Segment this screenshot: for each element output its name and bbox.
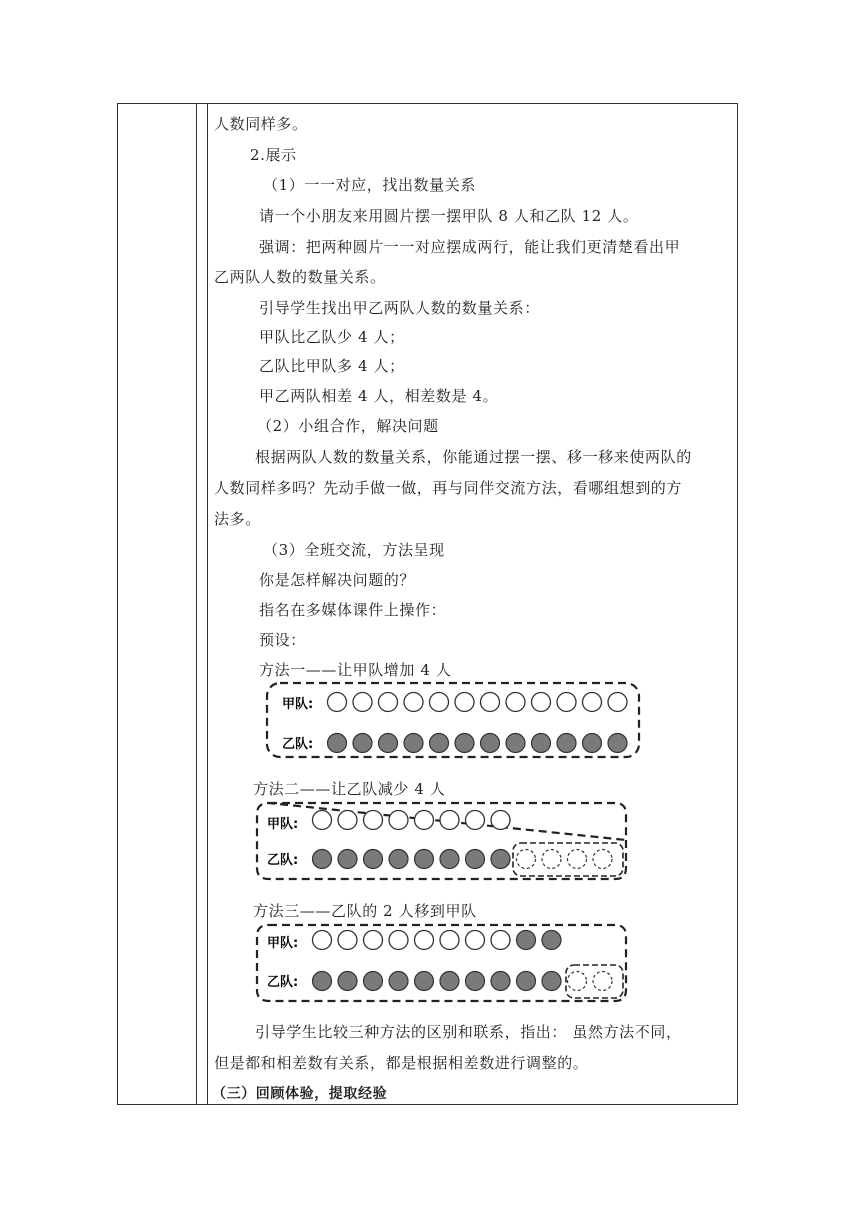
filled-circle: [517, 931, 536, 950]
label-jia: 甲队:: [267, 817, 299, 832]
open-circle: [338, 931, 357, 950]
filled-circle: [440, 850, 459, 869]
text-line: 预设：: [259, 631, 306, 649]
filled-circle: [328, 734, 347, 753]
open-circle: [313, 931, 332, 950]
open-circle: [379, 693, 398, 712]
filled-circle: [440, 972, 459, 991]
text-line: 但是都和相差数有关系，都是根据相差数进行调整的。: [214, 1054, 589, 1072]
label-yi: 乙队:: [267, 975, 299, 990]
text-line: 人数同样多吗？先动手做一做，再与同伴交流方法，看哪组想到的方: [214, 479, 683, 497]
text-line: 甲队比乙队少 4 人；: [259, 328, 405, 346]
column-divider-1: [196, 103, 197, 1105]
filled-circle: [430, 734, 449, 753]
label-yi: 乙队:: [282, 737, 314, 752]
text-line: 强调：把两种圆片一一对应摆成两行，能让我们更清楚看出甲: [259, 238, 681, 256]
row-jia: [313, 811, 511, 830]
label-jia: 甲队:: [282, 697, 314, 712]
open-circle: [415, 811, 434, 830]
open-circle: [364, 931, 383, 950]
row-yi: [328, 734, 628, 753]
filled-circle: [506, 734, 525, 753]
filled-circle: [491, 972, 510, 991]
filled-circle: [466, 850, 485, 869]
text-line: 法多。: [214, 510, 261, 528]
label-yi: 乙队:: [267, 853, 299, 868]
open-circle: [440, 931, 459, 950]
method-2-diagram: [253, 800, 631, 882]
open-circle: [338, 811, 357, 830]
open-circle: [389, 811, 408, 830]
row-jia: [313, 931, 562, 950]
open-circle: [440, 811, 459, 830]
method-title: 方法三——乙队的 2 人移到甲队: [253, 902, 477, 920]
open-circle: [430, 693, 449, 712]
method-title: 方法一——让甲队增加 4 人: [259, 661, 452, 679]
text-line: 引导学生比较三种方法的区别和联系，指出： 虽然方法不同，: [255, 1023, 682, 1041]
open-circle: [481, 693, 500, 712]
removed-circle: [593, 850, 612, 869]
text-line: 根据两队人数的数量关系，你能通过摆一摆、移一移来使两队的: [255, 448, 692, 466]
open-circle: [389, 931, 408, 950]
filled-circle: [583, 734, 602, 753]
filled-circle: [542, 931, 561, 950]
section-heading: （三）回顾体验，提取经验: [212, 1086, 388, 1102]
open-circle: [466, 931, 485, 950]
removed-circle: [568, 972, 587, 991]
open-circle: [313, 811, 332, 830]
subsection-heading: （1）一一对应，找出数量关系: [263, 176, 476, 194]
text-line: 乙队比甲队多 4 人；: [259, 357, 405, 375]
open-circle: [491, 811, 510, 830]
open-circle: [532, 693, 551, 712]
filled-circle: [455, 734, 474, 753]
filled-circle: [517, 972, 536, 991]
filled-circle: [364, 972, 383, 991]
label-jia: 甲队:: [267, 936, 299, 951]
filled-circle: [389, 850, 408, 869]
method-title: 方法二——让乙队减少 4 人: [253, 780, 446, 798]
filled-circle: [353, 734, 372, 753]
open-circle: [557, 693, 576, 712]
text-line: 乙两队人数的数量关系。: [214, 268, 386, 286]
filled-circle: [415, 850, 434, 869]
method-3-diagram: [253, 922, 631, 1004]
filled-circle: [481, 734, 500, 753]
filled-circle: [364, 850, 383, 869]
open-circle: [466, 811, 485, 830]
filled-circle: [313, 972, 332, 991]
removed-circle: [517, 850, 536, 869]
filled-circle: [466, 972, 485, 991]
subsection-heading: （2）小组合作，解决问题: [257, 417, 439, 435]
open-circle: [328, 693, 347, 712]
removed-frame: [566, 965, 623, 998]
filled-circle: [608, 734, 627, 753]
filled-circle: [379, 734, 398, 753]
text-line: 人数同样多。: [214, 115, 308, 133]
subsection-heading: （3）全班交流，方法呈现: [263, 541, 445, 559]
open-circle: [415, 931, 434, 950]
column-divider-2: [207, 103, 208, 1105]
filled-circle: [491, 850, 510, 869]
open-circle: [608, 693, 627, 712]
method-1-diagram: [264, 680, 642, 760]
text-line: 你是怎样解决问题的？: [259, 571, 416, 589]
open-circle: [491, 931, 510, 950]
open-circle: [506, 693, 525, 712]
row-jia: [328, 693, 628, 712]
text-line: 引导学生找出甲乙两队人数的数量关系：: [259, 299, 540, 317]
filled-circle: [557, 734, 576, 753]
text-line: 请一个小朋友来用圆片摆一摆甲队 8 人和乙队 12 人。: [259, 207, 639, 225]
filled-circle: [313, 850, 332, 869]
text-line: 甲乙两队相差 4 人，相差数是 4。: [259, 387, 499, 405]
open-circle: [455, 693, 474, 712]
removed-circle: [542, 850, 561, 869]
filled-circle: [404, 734, 423, 753]
text-line: 指名在多媒体课件上操作：: [259, 601, 447, 619]
open-circle: [404, 693, 423, 712]
filled-circle: [542, 972, 561, 991]
row-yi: [313, 850, 613, 869]
open-circle: [353, 693, 372, 712]
section-heading: 2.展示: [250, 146, 297, 164]
filled-circle: [389, 972, 408, 991]
filled-circle: [338, 850, 357, 869]
row-yi: [313, 972, 613, 991]
removed-circle: [593, 972, 612, 991]
open-circle: [583, 693, 602, 712]
removed-circle: [568, 850, 587, 869]
filled-circle: [532, 734, 551, 753]
open-circle: [364, 811, 383, 830]
filled-circle: [415, 972, 434, 991]
filled-circle: [338, 972, 357, 991]
